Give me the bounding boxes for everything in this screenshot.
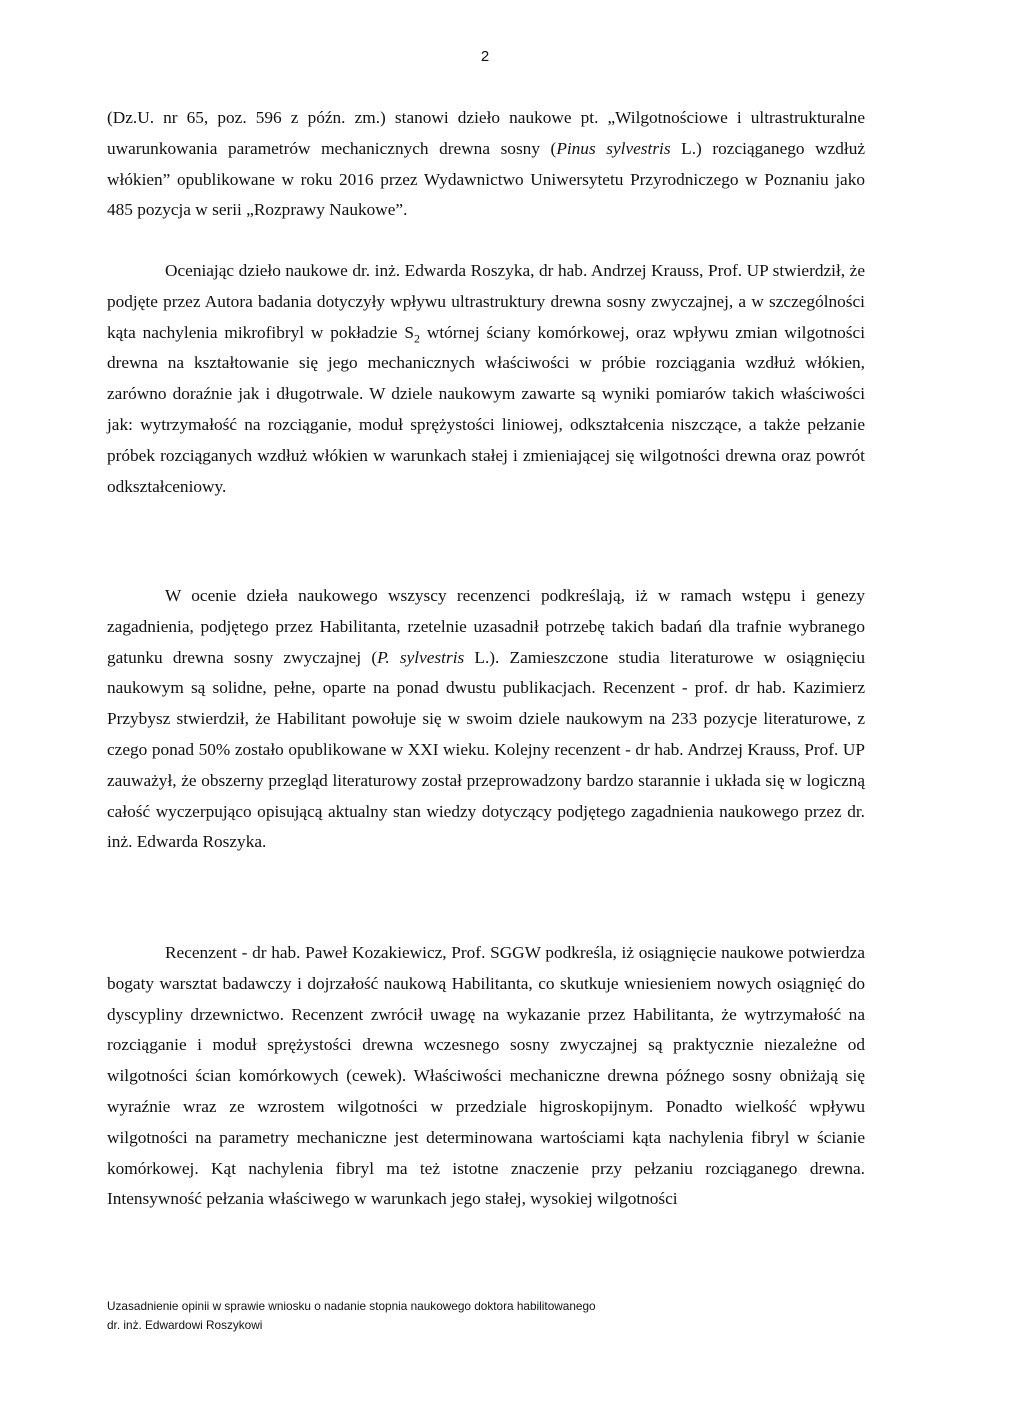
paragraph-krauss-assessment	[107, 256, 865, 502]
paragraph-text: Oceniając dzieło naukowe dr. inż. Edwarda Roszyka, dr hab. Andrzej Krauss, Prof. UP stwierdził, że podjęte przez Autora badania dotyczyły wpływu ultrastruktury drewna sosny zwyczajnej, a w szczególności kąta nachylenia mikrofibryl w pokładzie S	[107, 261, 865, 342]
paragraph-text: L.). Zamieszczone studia literaturowe w osiągnięciu naukowym są solidne, pełne, oparte na ponad dwustu publikacjach. Recenzent - prof. dr hab. Kazimierz Przybysz stwierdził, że Habilitant powołuje się w swoim dziele naukowym na 233 pozycje literaturowe, z czego ponad 50% zostało opublikowane w XXI wieku. Kolejny recenzent - dr hab. Andrzej Krauss, Prof. UP zauważył, że obszerny przegląd literaturowy został przeprowadzony bardzo starannie i układa się w logiczną całość wyczerpująco opisującą aktualny stan wiedzy dotyczący podjętego zagadnienia naukowego przez dr. inż. Edwarda Roszyka.	[107, 647, 865, 852]
paragraph-text: Recenzent - dr hab. Paweł Kozakiewicz, Prof. SGGW podkreśla, iż osiągnięcie naukowe potwierdza bogaty warsztat badawczy i dojrzałość naukową Habilitanta, co skutkuje wniesieniem nowych osiągnięć do dyscypliny drzewnictwo. Recenzent zwrócił uwagę na wykazanie przez Habilitanta, że wytrzymałość na rozciąganie i moduł sprężystości drewna wczesnego sosny zwyczajnej są praktycznie niezależne od wilgotności ścian komórkowych (cewek). Właściwości mechaniczne drewna późnego sosny obniżają się wyraźnie wraz ze wzrostem wilgotności w przedziale higroskopijnym. Ponadto wielkość wpływu wilgotności na parametry mechaniczne jest determinowana wartościami kąta nachylenia fibryl w ścianie komórkowej. Kąt nachylenia fibryl ma też istotne znaczenie przy pełzaniu rozciąganego drewna. Intensywność pełzania właściwego w warunkach jego stałej, wysokiej wilgotności	[107, 943, 865, 1209]
paragraph-kozakiewicz-assessment	[107, 938, 865, 1215]
paragraph-text: L.) rozciąganego wzdłuż włókien” opublikowane w roku 2016 przez Wydawnictwo Uniwersytetu Przyrodniczego w Poznaniu jako 485 pozycja w serii „Rozprawy Naukowe”.	[107, 138, 866, 220]
italic-text: P. sylvestris	[377, 647, 465, 667]
paragraph-text: wtórnej ściany komórkowej, oraz wpływu zmian wilgotności drewna na kształtowanie się jego mechanicznych właściwości w próbie rozciągania wzdłuż włókien, zarówno doraźnie jak i długotrwale. W dziele naukowym zawarte są wyniki pomiarów takich właściwości jak: wytrzymałość na rozciąganie, moduł sprężystości liniowej, odkształcenia niszczące, a także pełzanie próbek rozciąganych wzdłuż włókien w warunkach stałej i zmieniającej się wilgotności drewna oraz powrót odkształceniowy.	[107, 322, 866, 496]
page-number: 2	[480, 48, 490, 65]
paragraph-text: W ocenie dzieła naukowego wszyscy recenzenci podkreślają, iż w ramach wstępu i genezy zagadnienia, podjętego przez Habilitanta, rzetelnie uzasadnił potrzebę takich badań dla trafnie wybranego gatunku drewna sosny zwyczajnej (	[107, 586, 865, 667]
italic-text: Pinus sylvestris	[556, 138, 671, 158]
page-footer	[107, 1297, 867, 1335]
paragraph-reviewers-literature	[107, 581, 865, 858]
subscript-text: 2	[413, 331, 420, 346]
footer-line-2: dr. inż. Edwardowi Roszykowi	[107, 1318, 263, 1332]
paragraph-text: (Dz.U. nr 65, poz. 596 z późn. zm.) stanowi dzieło naukowe pt. „Wilgotnościowe i ultrastrukturalne uwarunkowania parametrów mechanicznych drewna sosny (	[107, 108, 865, 158]
paragraph-publication	[107, 103, 865, 226]
footer-line-1: Uzasadnienie opinii w sprawie wniosku o nadanie stopnia naukowego doktora habilitowanego	[107, 1299, 596, 1313]
